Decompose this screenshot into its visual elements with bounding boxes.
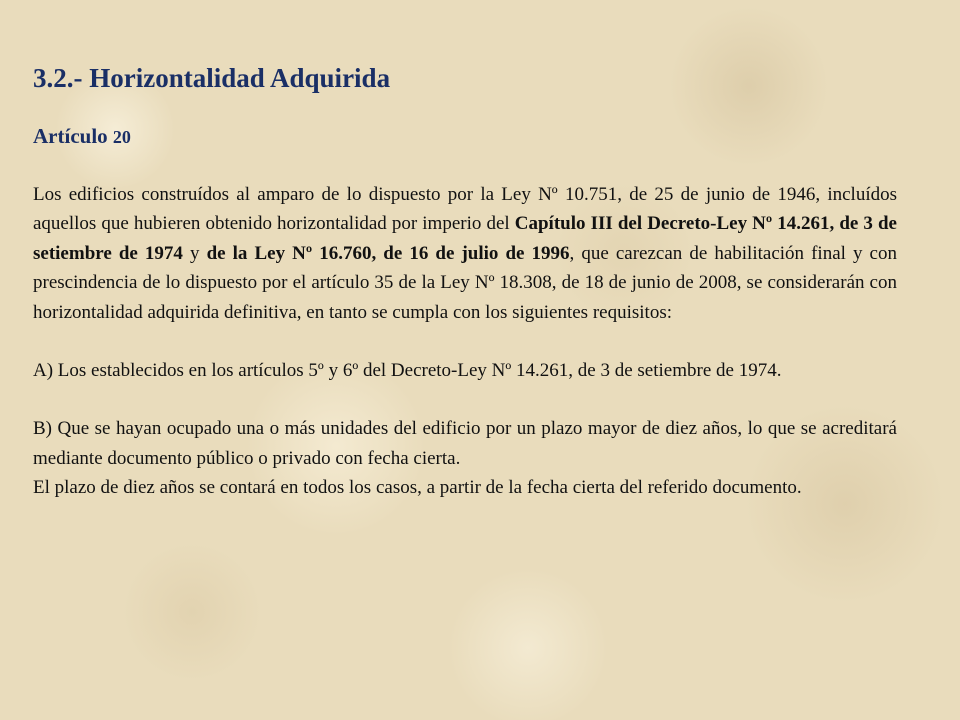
article-heading — [33, 122, 131, 151]
intro-bold-1: Capítulo III del Decreto-Ley Nº 14.261, de 3 de setiembre de 1974 — [33, 213, 897, 264]
intro-text-2: y — [182, 242, 207, 264]
article-body — [33, 180, 897, 503]
intro-bold-2: de la Ley Nº 16.760, de 16 de julio de 1996 — [206, 242, 570, 264]
article-label: Artículo — [33, 124, 108, 148]
requirement-b-note: El plazo de diez años se contará en todos los casos, a partir de la fecha cierta del referido documento. — [33, 477, 802, 499]
requirement-a: A) Los establecidos en los artículos 5º y 6º del Decreto-Ley Nº 14.261, de 3 de setiembre de 1974. — [33, 360, 782, 382]
intro-paragraph — [33, 180, 897, 327]
section-title: 3.2.- Horizontalidad Adquirida — [33, 63, 391, 93]
intro-text-1: Los edificios construídos al amparo de lo dispuesto por la Ley Nº 10.751, de 25 de junio de 1946, incluídos aquellos que hubieren obtenido horizontalidad por imperio del — [33, 184, 897, 235]
requirement-b: B) Que se hayan ocupado una o más unidades del edificio por un plazo mayor de diez años, lo que se acreditará mediante documento público o privado con fecha cierta. — [33, 418, 897, 469]
article-number: 20 — [112, 127, 131, 147]
intro-text-3: , que carezcan de habilitación final y con prescindencia de lo dispuesto por el artículo 35 de la Ley Nº 18.308, de 18 de junio de 2008, se considerarán con horizontalidad adquirida definitiva, en tanto se cumpla con los siguientes requisitos: — [33, 242, 897, 323]
